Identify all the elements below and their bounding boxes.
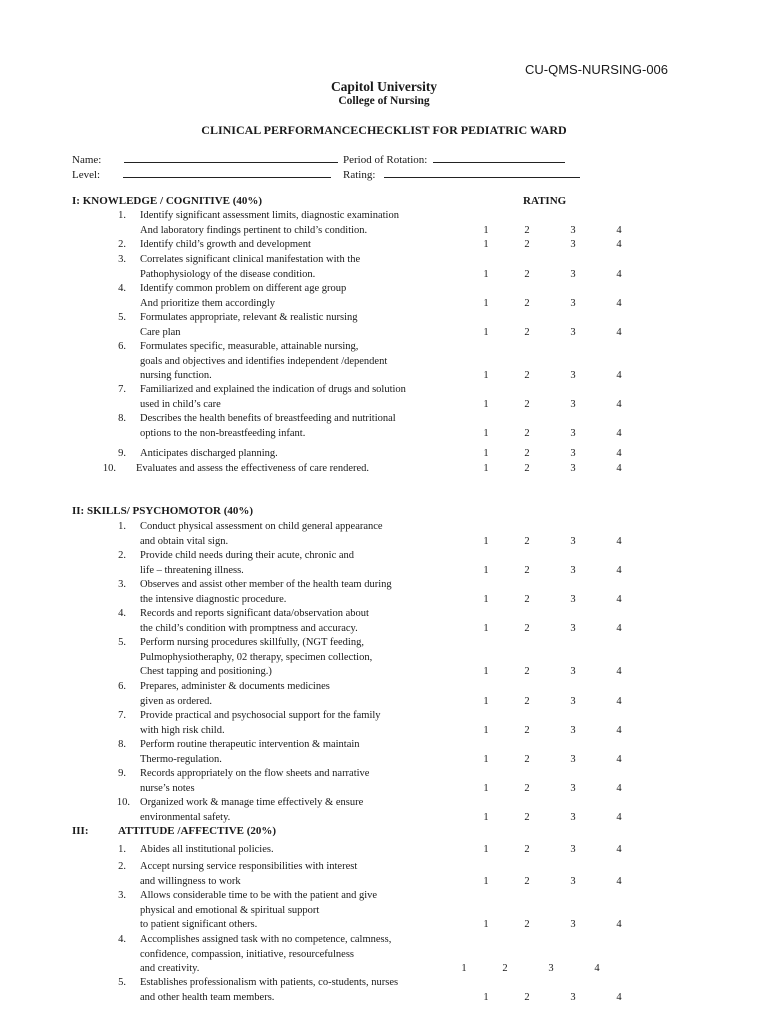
item-text-line: Perform routine therapeutic intervention & maintain	[140, 739, 360, 750]
item-number: 4.	[118, 283, 126, 294]
item-number: 9.	[118, 768, 126, 779]
section-heading: ATTITUDE /AFFECTIVE (20%)	[118, 825, 277, 837]
item-text-line: Abides all institutional policies.	[140, 844, 274, 855]
rating-option-1[interactable]: 1	[483, 463, 489, 474]
item-text-line: Identify child’s growth and development	[140, 239, 311, 250]
rating-option-1[interactable]: 1	[483, 268, 489, 280]
rating-option-4[interactable]: 4	[616, 919, 622, 930]
item-text-line: Formulates appropriate, relevant & realistic nursing	[140, 312, 358, 323]
item-text-line: and other health team members.	[140, 991, 275, 1003]
item-number: 7.	[118, 384, 126, 395]
item-text	[140, 860, 357, 889]
rating-option-2[interactable]: 2	[524, 991, 530, 1003]
item-number: 2.	[118, 239, 126, 250]
item-text-line: Care plan	[140, 326, 181, 338]
item-number: 10.	[116, 797, 130, 808]
item-text	[136, 462, 369, 477]
rating-option-2[interactable]: 2	[524, 427, 530, 439]
rating-option-4[interactable]: 4	[616, 695, 622, 707]
rating-option-2[interactable]: 2	[524, 297, 530, 309]
item-text	[140, 680, 330, 709]
item-text-line: options to the non-breastfeeding infant.	[140, 427, 306, 439]
item-text	[140, 738, 360, 767]
item-number: 10.	[102, 463, 116, 474]
item-text-line: with high risk child.	[140, 724, 225, 736]
rating-option-4[interactable]: 4	[616, 753, 622, 765]
rating-option-3[interactable]: 3	[570, 427, 576, 439]
rating-field[interactable]	[343, 167, 580, 181]
item-text-line: Formulates specific, measurable, attainable nursing,	[140, 341, 359, 352]
level-field[interactable]	[72, 167, 331, 181]
rating-option-2[interactable]: 2	[524, 398, 530, 410]
item-number: 8.	[118, 413, 126, 424]
item-number: 8.	[118, 739, 126, 750]
item-text	[140, 607, 369, 636]
rating-option-3[interactable]: 3	[570, 224, 576, 236]
rating-option-1[interactable]: 1	[483, 326, 489, 338]
item-text	[140, 767, 369, 796]
item-number: 1.	[118, 210, 126, 221]
rating-option-4[interactable]: 4	[616, 427, 622, 439]
item-text-line: goals and objectives and identifies independent /dependent	[140, 355, 388, 367]
period-line[interactable]	[433, 152, 565, 163]
rating-option-1[interactable]: 1	[483, 398, 489, 410]
rating-option-2[interactable]: 2	[524, 811, 530, 823]
item-number: 9.	[118, 448, 126, 459]
item-text-line: And prioritize them accordingly	[140, 297, 275, 309]
rating-option-4[interactable]: 4	[616, 535, 622, 547]
rating-option-3[interactable]: 3	[570, 463, 576, 474]
rating-option-2[interactable]: 2	[524, 695, 530, 707]
item-text-line: Accomplishes assigned task with no competence, calmness,	[140, 934, 392, 945]
item-text	[140, 447, 278, 462]
rating-option-2[interactable]: 2	[524, 844, 530, 855]
item-number: 6.	[118, 341, 126, 352]
item-text	[140, 209, 399, 238]
rating-option-4[interactable]: 4	[616, 224, 622, 236]
rating-option-2[interactable]: 2	[524, 239, 530, 250]
rating-option-3[interactable]: 3	[570, 448, 576, 459]
rating-option-4[interactable]: 4	[616, 875, 622, 887]
item-number: 7.	[118, 710, 126, 721]
rating-option-3[interactable]: 3	[570, 919, 576, 930]
rating-option-2[interactable]: 2	[502, 963, 508, 974]
item-text-line: Anticipates discharged planning.	[140, 448, 278, 459]
section-number: III:	[72, 825, 89, 837]
rating-option-4[interactable]: 4	[616, 991, 622, 1003]
rating-option-1[interactable]: 1	[483, 666, 489, 677]
rating-option-3[interactable]: 3	[570, 991, 576, 1003]
rating-option-2[interactable]: 2	[524, 370, 530, 381]
section-heading: I: KNOWLEDGE / COGNITIVE (40%)	[72, 195, 263, 207]
rating-option-3[interactable]: 3	[570, 753, 576, 765]
item-text	[140, 383, 406, 412]
rating-option-1[interactable]: 1	[483, 448, 489, 459]
rating-option-4[interactable]: 4	[616, 448, 622, 459]
rating-option-4[interactable]: 4	[616, 724, 622, 736]
rating-option-1[interactable]: 1	[461, 963, 467, 974]
rating-option-1[interactable]: 1	[483, 919, 489, 930]
rating-option-1[interactable]: 1	[483, 724, 489, 736]
name-field[interactable]	[72, 152, 338, 166]
rating-option-2[interactable]: 2	[524, 463, 530, 474]
item-text-line: Correlates significant clinical manifestation with the	[140, 254, 361, 265]
rating-option-1[interactable]: 1	[483, 239, 489, 250]
item-text-line: nursing function.	[140, 370, 212, 381]
item-text	[140, 340, 387, 384]
item-text-line: Observes and assist other member of the health team during	[140, 579, 392, 590]
rating-option-2[interactable]: 2	[524, 724, 530, 736]
rating-option-1[interactable]: 1	[483, 991, 489, 1003]
rating-option-2[interactable]: 2	[524, 535, 530, 547]
rating-option-2[interactable]: 2	[524, 622, 530, 634]
item-text	[140, 238, 311, 253]
item-text-line: Provide practical and psychosocial support for the family	[140, 710, 381, 721]
rating-option-2[interactable]: 2	[524, 666, 530, 677]
rating-option-2[interactable]: 2	[524, 448, 530, 459]
rating-option-3[interactable]: 3	[570, 811, 576, 823]
rating-option-3[interactable]: 3	[570, 593, 576, 605]
college-name: College of Nursing	[338, 95, 430, 107]
item-text	[140, 578, 392, 607]
rating-option-3[interactable]: 3	[570, 239, 576, 250]
item-text-line: Identify significant assessment limits, diagnostic examination	[140, 210, 399, 221]
rating-option-3[interactable]: 3	[570, 724, 576, 736]
rating-option-4[interactable]: 4	[616, 297, 622, 309]
rating-option-1[interactable]: 1	[483, 427, 489, 439]
name-label: Name:	[72, 154, 102, 166]
period-field[interactable]	[343, 152, 565, 166]
item-text-line: the intensive diagnostic procedure.	[140, 593, 287, 605]
item-text-line: Records and reports significant data/observation about	[140, 608, 369, 619]
item-text-line: Accept nursing service responsibilities with interest	[140, 861, 358, 872]
rating-label: Rating:	[343, 169, 376, 181]
rating-option-1[interactable]: 1	[483, 875, 489, 887]
item-text-line: nurse’s notes	[140, 782, 195, 794]
rating-option-1[interactable]: 1	[483, 224, 489, 236]
item-number: 4.	[118, 934, 126, 945]
page-title: CLINICAL PERFORMANCECHECKLIST FOR PEDIATRIC WARD	[201, 123, 567, 137]
item-text	[140, 520, 383, 549]
item-text	[140, 636, 372, 680]
item-text-line: given as ordered.	[140, 695, 213, 707]
rating-option-4[interactable]: 4	[616, 593, 622, 605]
item-text-line: Pathophysiology of the disease condition.	[140, 268, 316, 280]
item-number: 1.	[118, 844, 126, 855]
document-code: CU-QMS-NURSING-006	[525, 62, 669, 77]
item-text-line: environmental safety.	[140, 811, 231, 823]
item-text-line: Pulmophysiotheraphy, 02 therapy, specimen collection,	[140, 651, 373, 663]
rating-line[interactable]	[384, 167, 580, 178]
item-text	[140, 889, 377, 933]
item-number: 3.	[118, 254, 126, 265]
item-text	[140, 549, 354, 578]
item-text-line: Perform nursing procedures skillfully, (NGT feeding,	[140, 637, 364, 648]
rating-option-4[interactable]: 4	[616, 463, 622, 474]
item-text-line: Records appropriately on the flow sheets and narrative	[140, 768, 370, 779]
rating-option-2[interactable]: 2	[524, 326, 530, 338]
item-text-line: physical and emotional & spiritual support	[140, 904, 320, 916]
rating-option-1[interactable]: 1	[483, 844, 489, 855]
item-text	[140, 282, 346, 311]
rating-option-4[interactable]: 4	[616, 666, 622, 677]
item-number: 3.	[118, 890, 126, 901]
rating-option-1[interactable]: 1	[483, 622, 489, 634]
rating-option-4[interactable]: 4	[616, 622, 622, 634]
item-text	[140, 933, 391, 977]
item-number: 5.	[118, 637, 126, 648]
rating-option-2[interactable]: 2	[524, 593, 530, 605]
rating-option-3[interactable]: 3	[570, 782, 576, 794]
rating-option-1[interactable]: 1	[483, 782, 489, 794]
rating-option-1[interactable]: 1	[483, 370, 489, 381]
rating-option-2[interactable]: 2	[524, 782, 530, 794]
rating-option-4[interactable]: 4	[616, 268, 622, 280]
rating-option-3[interactable]: 3	[570, 875, 576, 887]
rating-column-header: RATING	[523, 195, 567, 207]
rating-option-4[interactable]: 4	[616, 239, 622, 250]
item-text-line: Conduct physical assessment on child general appearance	[140, 521, 383, 532]
rating-option-3[interactable]: 3	[548, 963, 554, 974]
item-text-line: and willingness to work	[140, 875, 241, 887]
rating-option-3[interactable]: 3	[570, 370, 576, 381]
rating-option-2[interactable]: 2	[524, 224, 530, 236]
rating-option-3[interactable]: 3	[570, 622, 576, 634]
university-name: Capitol University	[330, 79, 438, 94]
rating-option-2[interactable]: 2	[524, 875, 530, 887]
item-number: 5.	[118, 977, 126, 988]
item-text	[140, 843, 274, 858]
level-label: Level:	[72, 169, 101, 181]
item-text-line: used in child’s care	[140, 398, 221, 410]
rating-option-3[interactable]: 3	[570, 564, 576, 576]
rating-option-3[interactable]: 3	[570, 268, 576, 280]
rating-option-4[interactable]: 4	[616, 811, 622, 823]
item-text-line: to patient significant others.	[140, 919, 258, 930]
item-number: 5.	[118, 312, 126, 323]
rating-option-2[interactable]: 2	[524, 919, 530, 930]
item-text-line: Allows considerable time to be with the patient and give	[140, 890, 378, 901]
name-line[interactable]	[124, 152, 338, 163]
rating-option-2[interactable]: 2	[524, 268, 530, 280]
rating-option-4[interactable]: 4	[616, 564, 622, 576]
rating-option-1[interactable]: 1	[483, 811, 489, 823]
item-text-line: Organized work & manage time effectively & ensure	[140, 797, 364, 808]
rating-option-4[interactable]: 4	[616, 398, 622, 410]
item-text	[140, 412, 396, 441]
item-text-line: Evaluates and assess the effectiveness of care rendered.	[136, 463, 370, 474]
item-text-line: Describes the health benefits of breastfeeding and nutritional	[140, 413, 396, 424]
rating-option-3[interactable]: 3	[570, 297, 576, 309]
item-number: 4.	[118, 608, 126, 619]
rating-option-3[interactable]: 3	[570, 326, 576, 338]
rating-option-4[interactable]: 4	[616, 370, 622, 381]
rating-option-4[interactable]: 4	[594, 963, 600, 974]
item-text-line: And laboratory findings pertinent to child’s condition.	[140, 224, 368, 236]
item-text-line: and obtain vital sign.	[140, 535, 229, 547]
item-text-line: Chest tapping and positioning.)	[140, 666, 272, 677]
item-text	[140, 796, 363, 825]
item-number: 3.	[118, 579, 126, 590]
item-text-line: life – threatening illness.	[140, 564, 244, 576]
section-heading: II: SKILLS/ PSYCHOMOTOR (40%)	[72, 505, 254, 517]
item-number: 2.	[118, 861, 126, 872]
item-text	[140, 253, 360, 282]
item-text-line: Thermo-regulation.	[140, 753, 222, 765]
rating-option-1[interactable]: 1	[483, 593, 489, 605]
rating-option-3[interactable]: 3	[570, 695, 576, 707]
rating-option-1[interactable]: 1	[483, 535, 489, 547]
rating-option-1[interactable]: 1	[483, 297, 489, 309]
rating-option-1[interactable]: 1	[483, 753, 489, 765]
item-text-line: Prepares, administer & documents medicines	[140, 681, 330, 692]
rating-option-3[interactable]: 3	[570, 666, 576, 677]
rating-option-3[interactable]: 3	[570, 844, 576, 855]
item-text-line: Identify common problem on different age group	[140, 283, 347, 294]
item-text-line: confidence, compassion, initiative, resourcefulness	[140, 948, 355, 960]
period-label: Period of Rotation:	[343, 154, 428, 166]
rating-option-2[interactable]: 2	[524, 753, 530, 765]
rating-option-3[interactable]: 3	[570, 535, 576, 547]
item-number: 6.	[118, 681, 126, 692]
item-text-line: Provide child needs during their acute, chronic and	[140, 550, 355, 561]
item-number: 1.	[118, 521, 126, 532]
rating-option-3[interactable]: 3	[570, 398, 576, 410]
item-text-line: Familiarized and explained the indication of drugs and solution	[140, 384, 406, 395]
rating-option-1[interactable]: 1	[483, 695, 489, 707]
rating-option-1[interactable]: 1	[483, 564, 489, 576]
item-text-line: Establishes professionalism with patients, co-students, nurses	[140, 977, 399, 988]
item-text	[140, 976, 398, 1005]
rating-option-4[interactable]: 4	[616, 326, 622, 338]
item-number: 2.	[118, 550, 126, 561]
item-text-line: the child’s condition with promptness and accuracy.	[140, 622, 358, 634]
item-text	[140, 709, 381, 738]
item-text-line: and creativity.	[140, 963, 200, 974]
rating-option-4[interactable]: 4	[616, 844, 622, 855]
rating-option-4[interactable]: 4	[616, 782, 622, 794]
level-line[interactable]	[123, 167, 331, 178]
rating-option-2[interactable]: 2	[524, 564, 530, 576]
item-text	[140, 311, 358, 340]
